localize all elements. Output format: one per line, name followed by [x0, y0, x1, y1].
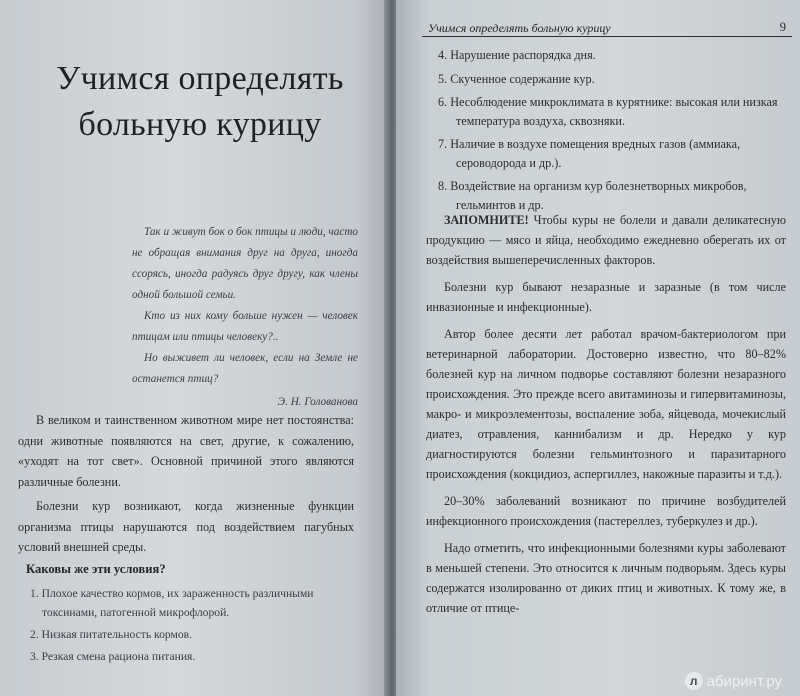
- epigraph-paragraph: Но выживет ли человек, если на Земле не останется птиц?: [132, 352, 358, 385]
- list-item: 1. Плохое качество кормов, их зараженность различными токсинами, патогенной микрофлорой.: [30, 587, 314, 619]
- paragraph: Надо отметить, что инфекционными болезнями куры заболевают в меньшей степени. Это относится к личным подворьям. Здесь куры содержатся изолированно от диких птиц и животных. К тому же, в отличие от птице-: [426, 541, 786, 615]
- conditions-subheading: Каковы же эти условия?: [26, 562, 166, 576]
- epigraph-author: Э. Н. Голованова: [277, 396, 358, 408]
- paragraph: Автор более десяти лет работал врачом-бактериологом при ветеринарной лаборатории. Достоверно известно, что 80–82% болезней кур на личном подворье составляют болезни незаразного происхождения. Это прежде всего авитаминозы и гипервитаминозы, макро- и микроэлементозы, воспаление зоба, яйцевода, мочекислый диатез, отравления, каннибализм и др. Нередко у кур диагностируются болезни гельминтозного и паразитарного происхождения (кокцидиоз, аспергиллез, накожные паразиты и т.д.).: [426, 327, 786, 481]
- list-item: 4. Нарушение распорядка дня.: [438, 48, 596, 62]
- running-head: [422, 18, 792, 37]
- running-head-title: Учимся определять больную курицу: [428, 21, 611, 35]
- left-page: [0, 0, 388, 696]
- causes-list: [436, 46, 786, 219]
- epigraph-paragraph: Кто из них кому больше нужен — человек птицам или птицы человеку?..: [132, 310, 358, 343]
- list-item: 7. Наличие в воздухе помещения вредных газов (аммиака, сероводорода и др.).: [438, 137, 741, 170]
- note-paragraph: [426, 210, 786, 270]
- chapter-title: [30, 56, 370, 148]
- list-item: 8. Воздействие на организм кур болезнетворных микробов, гельминтов и др.: [438, 179, 747, 212]
- paragraph: 20–30% заболеваний возникают по причине возбудителей инфекционного происхождения (пастереллез, туберкулез и др.).: [426, 494, 786, 528]
- chapter-title-line: Учимся определять: [56, 60, 344, 97]
- paragraph: В великом и таинственном животном мире нет постоянства: одни животные появляются на свет, другие, к сожалению, «уходят на тот свет». Основной причиной этого являются различные болезни.: [18, 413, 354, 489]
- watermark-text: абиринт.ру: [706, 672, 782, 690]
- list-item: 2. Низкая питательность кормов.: [30, 628, 192, 641]
- labirint-watermark: [685, 672, 782, 690]
- paragraph: Болезни кур возникают, когда жизненные функции организма птицы нарушаются под воздействием пагубных условий внешней среды.: [18, 499, 354, 554]
- chapter-title-line: больную курицу: [78, 106, 322, 143]
- page-number: 9: [779, 20, 786, 34]
- epigraph-paragraph: Так и живут бок о бок птицы и люди, часто не обращая внимания друг на друга, иногда ссорясь, иногда радуясь друг другу, как члены одной большой семьи.: [132, 226, 358, 301]
- left-body-text: [18, 410, 354, 562]
- list-item: 5. Скученное содержание кур.: [438, 71, 595, 86]
- right-page: [396, 0, 800, 696]
- list-item: 3. Резкая смена рациона питания.: [30, 650, 196, 663]
- conditions-list: [22, 584, 367, 669]
- labirint-logo-icon: л: [685, 672, 703, 690]
- note-text: Чтобы куры не болели и давали деликатесную продукцию — мясо и яйца, необходимо ежедневно оберегать их от воздействия вышеперечисленных факторов.: [426, 213, 786, 267]
- epigraph: [132, 222, 358, 413]
- note-label: ЗАПОМНИТЕ!: [444, 213, 529, 227]
- right-body-text: [426, 210, 786, 625]
- paragraph: Болезни кур бывают незаразные и заразные (в том числе инвазионные и инфекционные).: [426, 280, 786, 314]
- list-item: 6. Несоблюдение микроклимата в курятнике: высокая или низкая температура воздуха, сквозняки.: [438, 95, 778, 128]
